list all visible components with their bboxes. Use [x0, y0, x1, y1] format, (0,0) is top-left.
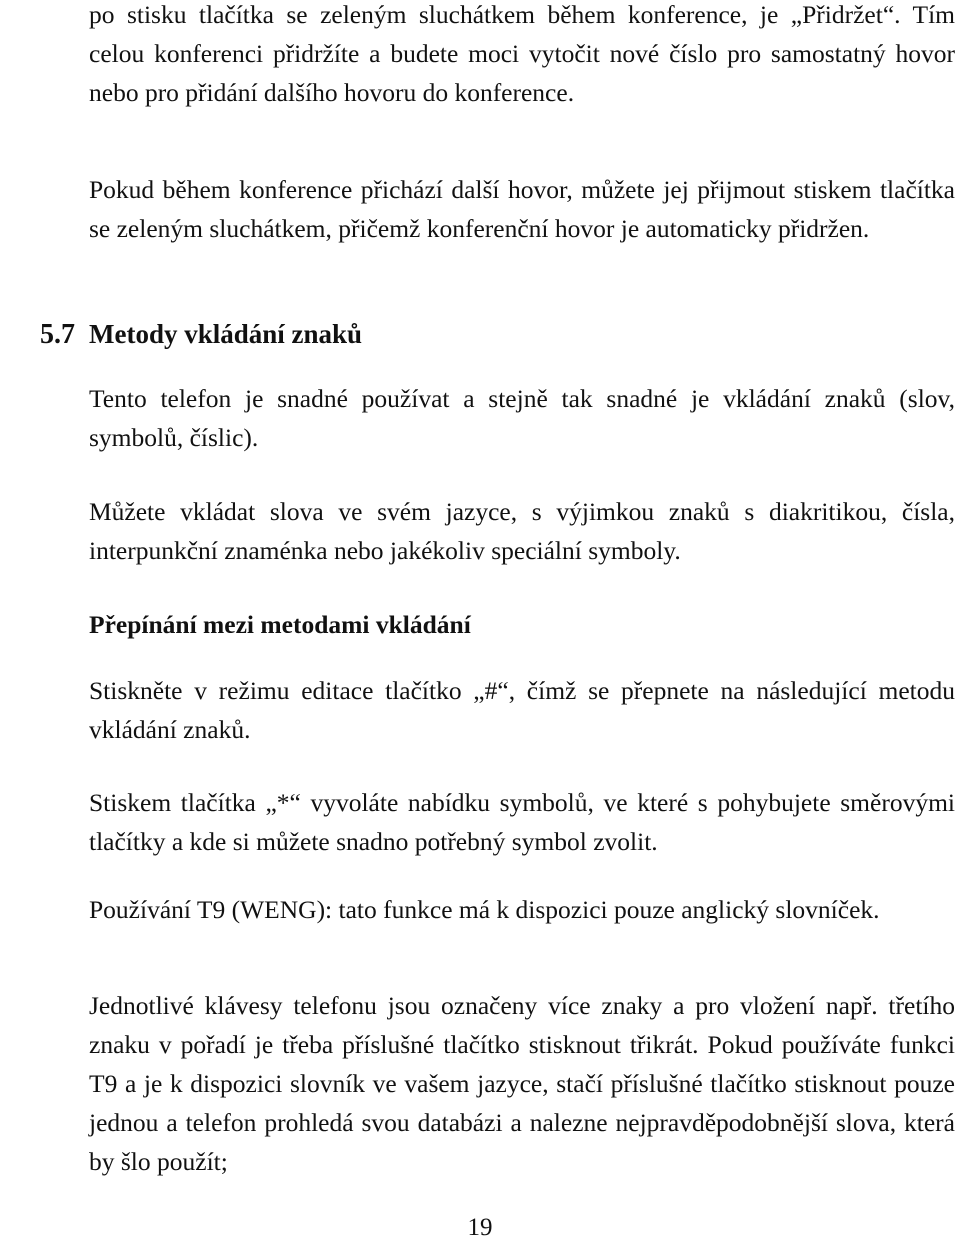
paragraph-star-key: Stiskem tlačítka „*“ vyvoláte nabídku symbolů, ve které s pohybujete směrovými tlačítky a kde si můžete snadno potřebný symbol zvolit. [89, 788, 955, 856]
paragraph-input-languages: Můžete vkládat slova ve svém jazyce, s výjimkou znaků s diakritikou, čísla, interpunkční znaménka nebo jakékoliv speciální symboly. [89, 497, 955, 565]
paragraph-incoming-call: Pokud během konference přichází další hovor, můžete jej přijmout stiskem tlačítka se zeleným sluchátkem, přičemž konferenční hovor je automaticky přidržen. [89, 175, 955, 243]
section-heading [40, 314, 362, 355]
paragraph-conference-hold: po stisku tlačítka se zeleným sluchátkem během konference, je „Přidržet“. Tím celou konferenci přidržíte a budete moci vytočit nové číslo pro samostatný hovor nebo pro přidání dalšího hovoru do konference. [89, 0, 955, 107]
section-number: 5.7 [40, 319, 75, 350]
paragraph-t9: Používání T9 (WENG): tato funkce má k dispozici pouze anglický slovníček. [89, 895, 880, 924]
subheading-switch-methods: Přepínání mezi metodami vkládání [89, 610, 471, 639]
paragraph-hash-key: Stiskněte v režimu editace tlačítko „#“, čímž se přepnete na následující metodu vkládání znaků. [89, 676, 955, 744]
section-title: Metody vkládání znaků [89, 319, 363, 349]
paragraph-input-intro: Tento telefon je snadné používat a stejně tak snadné je vkládání znaků (slov, symbolů, číslic). [89, 384, 955, 452]
page-number: 19 [467, 1214, 493, 1241]
paragraph-multitap: Jednotlivé klávesy telefonu jsou označeny více znaky a pro vložení např. třetího znaku v pořadí je třeba příslušné tlačítko stisknout třikrát. Pokud používáte funkci T9 a je k dispozici slovník ve vašem jazyce, stačí příslušné tlačítko stisknout pouze jednou a telefon prohledá svou databázi a nalezne nejpravděpodobnější slova, která by šlo použít; [89, 991, 955, 1176]
